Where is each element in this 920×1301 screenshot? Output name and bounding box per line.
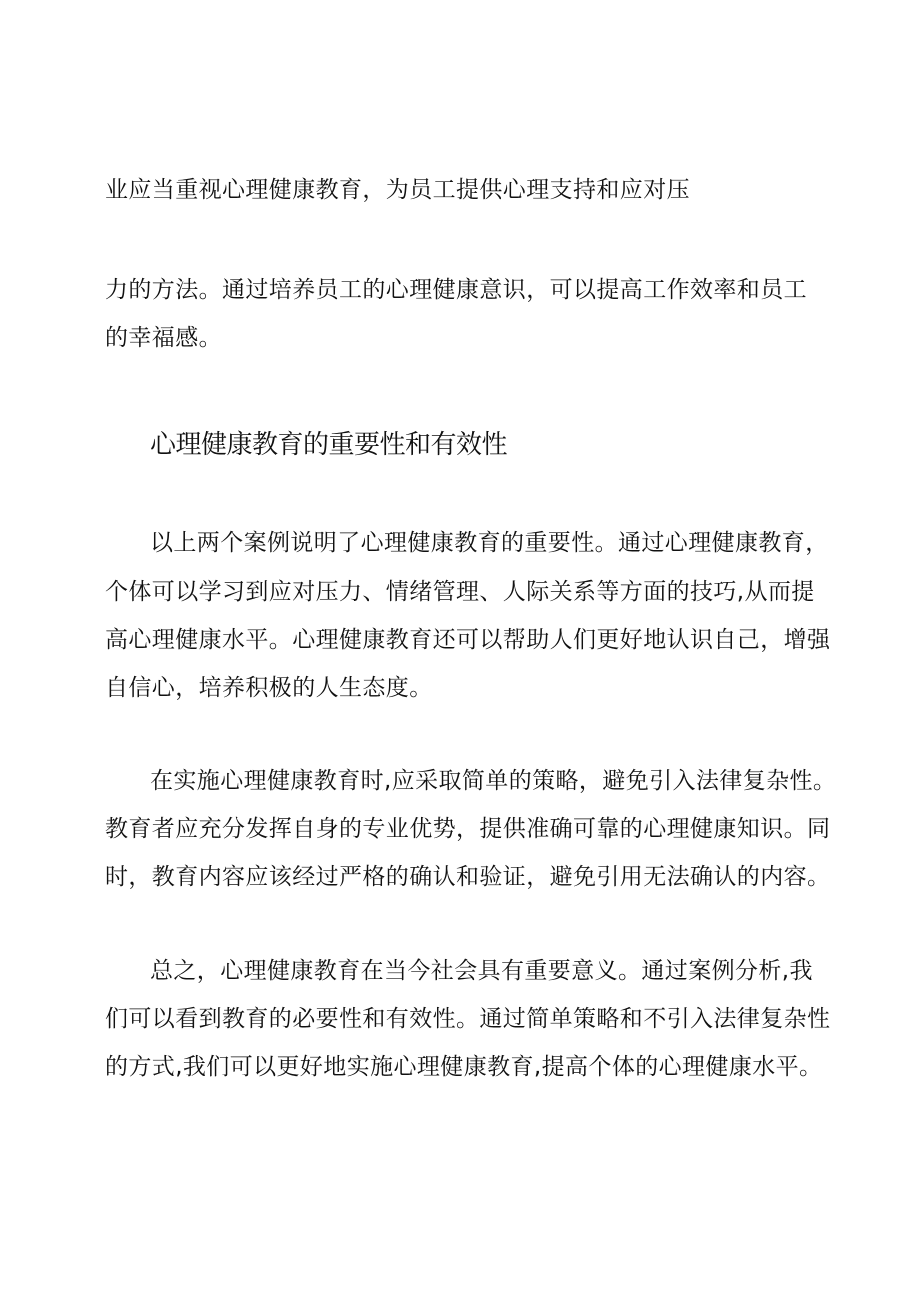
- paragraph2-line-1: 在实施心理健康教育时,应采取简单的策略，避免引入法律复杂性。: [150, 768, 837, 794]
- section-heading: 心理健康教育的重要性和有效性: [150, 430, 508, 460]
- paragraph1-line-1: 以上两个案例说明了心理健康教育的重要性。通过心理健康教育，: [150, 530, 829, 556]
- paragraph3-line-3: 的方式,我们可以更好地实施心理健康教育,提高个体的心理健康水平。: [105, 1054, 823, 1080]
- intro-line-2: 力的方法。通过培养员工的心理健康意识，可以提高工作效率和员工: [105, 277, 807, 303]
- paragraph1-line-4: 自信心，培养积极的人生态度。: [105, 675, 433, 701]
- paragraph1-line-3: 高心理健康水平。心理健康教育还可以帮助人们更好地认识自己，增强: [105, 627, 831, 653]
- paragraph3-line-2: 们可以看到教育的必要性和有效性。通过简单策略和不引入法律复杂性: [105, 1006, 831, 1032]
- paragraph3-line-1: 总之，心理健康教育在当今社会具有重要意义。通过案例分析,我: [150, 958, 813, 984]
- intro-line-1: 业应当重视心理健康教育，为员工提供心理支持和应对压: [105, 177, 690, 203]
- paragraph2-line-2: 教育者应充分发挥自身的专业优势，提供准确可靠的心理健康知识。同: [105, 816, 831, 842]
- paragraph1-line-2: 个体可以学习到应对压力、情绪管理、人际关系等方面的技巧,从而提: [105, 579, 815, 605]
- intro-line-3: 的幸福感。: [105, 325, 222, 351]
- paragraph2-line-3: 时，教育内容应该经过严格的确认和验证，避免引用无法确认的内容。: [105, 864, 831, 890]
